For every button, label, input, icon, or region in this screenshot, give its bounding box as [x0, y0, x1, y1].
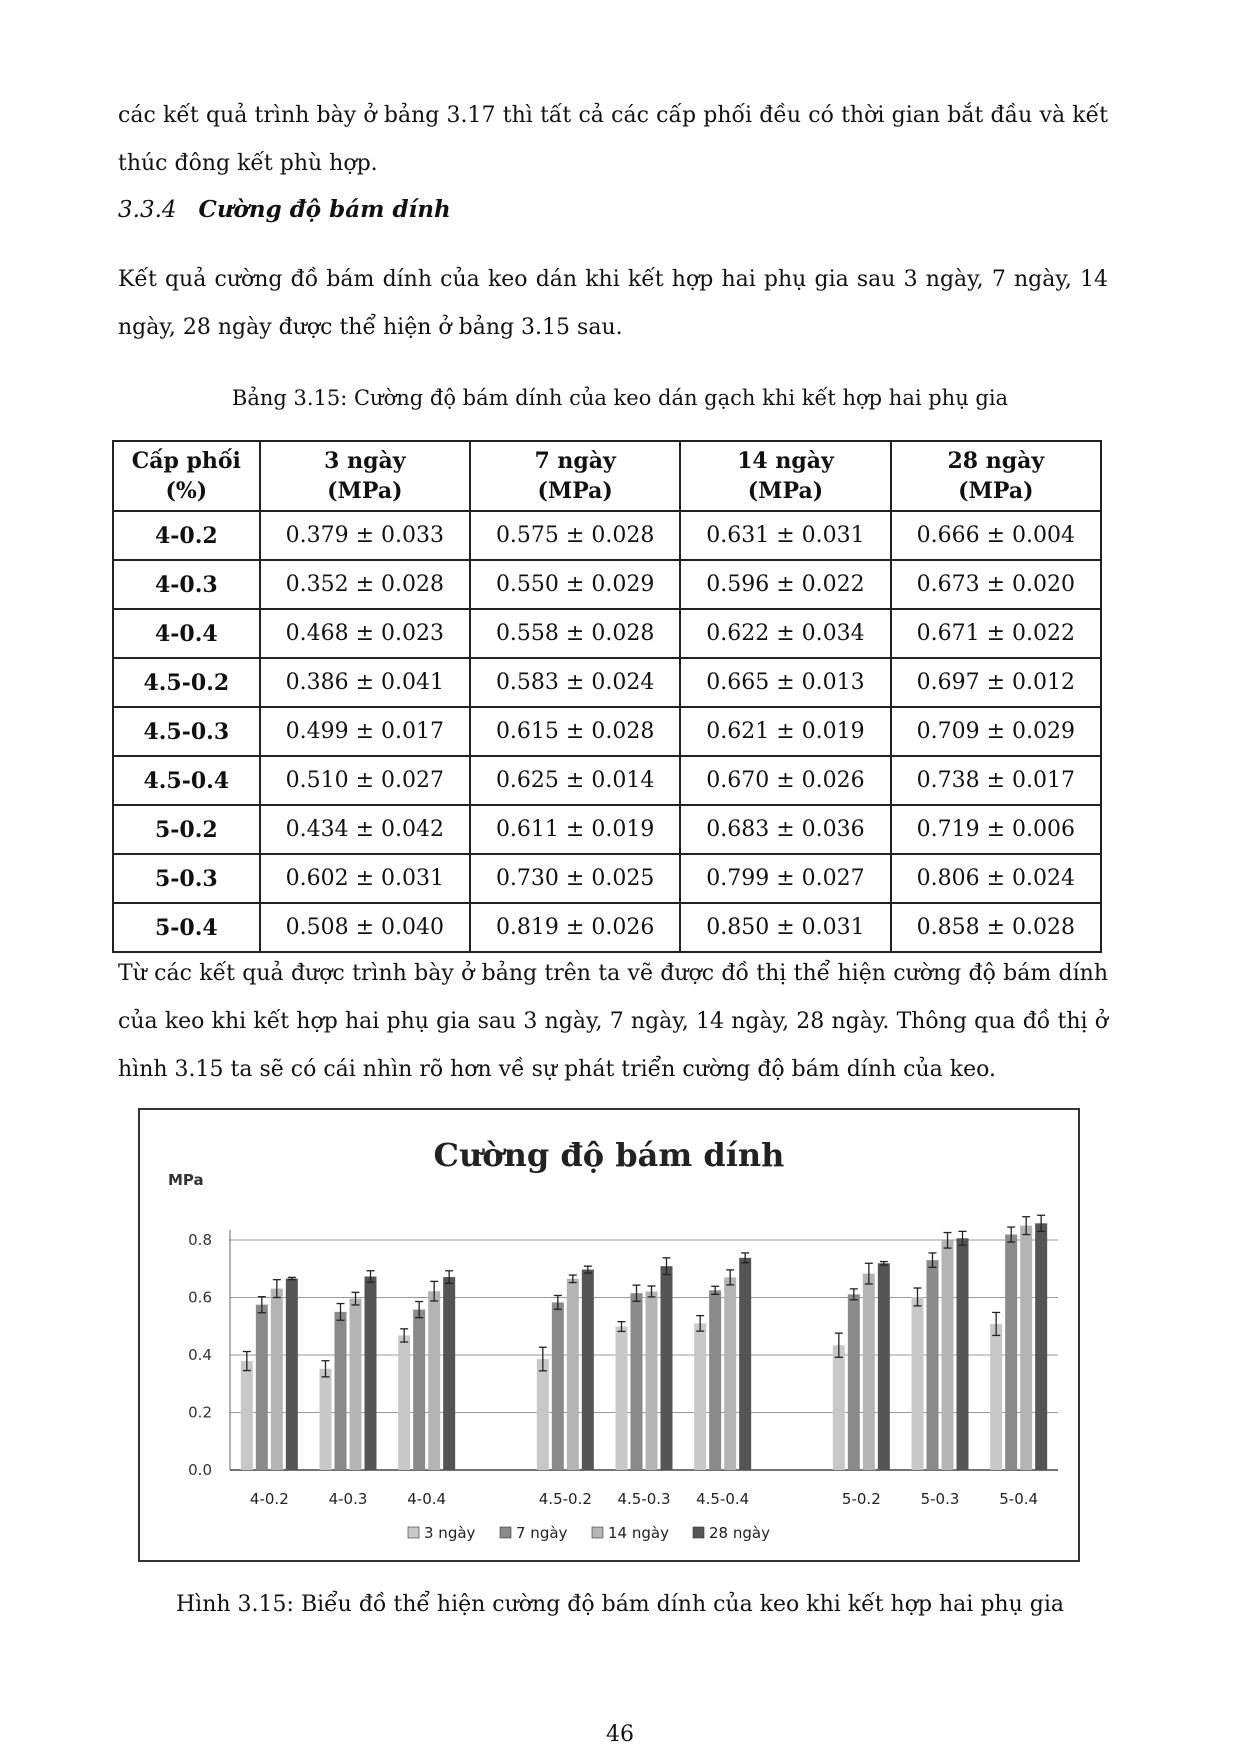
mix-label: 5-0.3 — [113, 854, 260, 903]
table-cell: 0.631 ± 0.031 — [680, 511, 890, 560]
table-cell: 0.621 ± 0.019 — [680, 707, 890, 756]
table-cell: 0.670 ± 0.026 — [680, 756, 890, 805]
bar — [848, 1294, 860, 1470]
x-tick-label: 4-0.4 — [407, 1490, 447, 1508]
chart-title: Cường độ bám dính — [433, 1136, 785, 1174]
mix-label: 4.5-0.2 — [113, 658, 260, 707]
bar — [990, 1324, 1002, 1470]
bar — [537, 1359, 549, 1470]
mix-label: 4.5-0.3 — [113, 707, 260, 756]
legend-swatch — [500, 1527, 511, 1538]
bar — [709, 1290, 721, 1470]
table-cell: 0.510 ± 0.027 — [260, 756, 470, 805]
y-tick-label: 0.8 — [188, 1231, 212, 1249]
legend-label: 3 ngày — [424, 1524, 476, 1542]
table-cell: 0.799 ± 0.027 — [680, 854, 890, 903]
results-table — [112, 440, 1102, 953]
results-intro-paragraph: Kết quả cường đồ bám dính của keo dán khi kết hợp hai phụ gia sau 3 ngày, 7 ngày, 14 ngày, 28 ngày được thể hiện ở bảng 3.15 sau. — [118, 267, 1108, 340]
bar — [957, 1238, 969, 1470]
x-tick-label: 4.5-0.4 — [696, 1490, 750, 1508]
section-title: Cường độ bám dính — [198, 196, 451, 223]
bar — [942, 1240, 954, 1470]
bar — [271, 1289, 283, 1470]
legend-label: 14 ngày — [608, 1524, 669, 1542]
table-cell: 0.352 ± 0.028 — [260, 560, 470, 609]
table-cell: 0.625 ± 0.014 — [470, 756, 680, 805]
bar — [241, 1361, 253, 1470]
bar — [413, 1310, 425, 1470]
table-cell: 0.615 ± 0.028 — [470, 707, 680, 756]
bar — [1035, 1223, 1047, 1470]
table-cell: 0.386 ± 0.041 — [260, 658, 470, 707]
table-cell: 0.806 ± 0.024 — [891, 854, 1101, 903]
mix-label: 5-0.2 — [113, 805, 260, 854]
bar — [739, 1258, 751, 1470]
mix-label: 4-0.4 — [113, 609, 260, 658]
table-cell: 0.850 ± 0.031 — [680, 903, 890, 952]
table-row — [113, 658, 1101, 707]
bar — [582, 1270, 594, 1470]
legend-swatch — [693, 1527, 704, 1538]
x-tick-label: 5-0.3 — [920, 1490, 960, 1508]
table-row — [113, 903, 1101, 952]
bar — [567, 1279, 579, 1470]
table-cell: 0.858 ± 0.028 — [891, 903, 1101, 952]
x-tick-label: 5-0.2 — [841, 1490, 881, 1508]
y-tick-label: 0.0 — [188, 1461, 212, 1479]
table-row — [113, 707, 1101, 756]
legend-label: 28 ngày — [709, 1524, 770, 1542]
bar — [350, 1299, 362, 1470]
table-cell: 0.575 ± 0.028 — [470, 511, 680, 560]
bar — [286, 1279, 298, 1470]
bar — [646, 1291, 658, 1470]
header-cell: Cấp phối (%) — [113, 441, 260, 511]
table-cell: 0.550 ± 0.029 — [470, 560, 680, 609]
table-row — [113, 560, 1101, 609]
table-row — [113, 609, 1101, 658]
y-tick-label: 0.4 — [188, 1346, 212, 1364]
y-tick-label: 0.2 — [188, 1403, 212, 1422]
bar — [398, 1335, 410, 1470]
bar — [878, 1263, 890, 1470]
x-tick-label: 4.5-0.2 — [538, 1490, 592, 1508]
table-cell: 0.611 ± 0.019 — [470, 805, 680, 854]
intro-paragraph: các kết quả trình bày ở bảng 3.17 thì tất cả các cấp phối đều có thời gian bắt đầu và kết thúc đông kết phù hợp. — [118, 103, 1108, 176]
section-heading — [118, 196, 451, 223]
table-cell: 0.697 ± 0.012 — [891, 658, 1101, 707]
bar — [694, 1323, 706, 1470]
table-cell: 0.379 ± 0.033 — [260, 511, 470, 560]
bar — [428, 1291, 440, 1470]
bar — [256, 1305, 268, 1470]
table-caption: Bảng 3.15: Cường độ bám dính của keo dán gạch khi kết hợp hai phụ gia — [231, 386, 1009, 410]
table-cell: 0.673 ± 0.020 — [891, 560, 1101, 609]
bond-strength-chart — [140, 1110, 1078, 1560]
table-cell: 0.583 ± 0.024 — [470, 658, 680, 707]
table-row — [113, 854, 1101, 903]
table-cell: 0.666 ± 0.004 — [891, 511, 1101, 560]
table-row — [113, 511, 1101, 560]
bar — [927, 1260, 939, 1470]
table-cell: 0.709 ± 0.029 — [891, 707, 1101, 756]
legend-label: 7 ngày — [516, 1524, 568, 1542]
table-cell: 0.730 ± 0.025 — [470, 854, 680, 903]
table-row — [113, 805, 1101, 854]
table-cell: 0.596 ± 0.022 — [680, 560, 890, 609]
table-cell: 0.671 ± 0.022 — [891, 609, 1101, 658]
bar — [365, 1277, 377, 1470]
table-cell: 0.602 ± 0.031 — [260, 854, 470, 903]
x-tick-label: 4-0.3 — [328, 1490, 368, 1508]
figure-caption: Hình 3.15: Biểu đồ thể hiện cường độ bám dính của keo khi kết hợp hai phụ gia — [176, 1592, 1064, 1617]
bar — [443, 1277, 455, 1470]
legend-swatch — [592, 1527, 603, 1538]
header-cell: 28 ngày (MPa) — [891, 441, 1101, 511]
bar — [912, 1297, 924, 1470]
x-tick-label: 4-0.2 — [249, 1490, 289, 1508]
table-cell: 0.558 ± 0.028 — [470, 609, 680, 658]
header-cell: 14 ngày (MPa) — [680, 441, 890, 511]
bar — [1020, 1226, 1032, 1470]
table-cell: 0.719 ± 0.006 — [891, 805, 1101, 854]
header-cell: 7 ngày (MPa) — [470, 441, 680, 511]
table-cell: 0.499 ± 0.017 — [260, 707, 470, 756]
table-cell: 0.434 ± 0.042 — [260, 805, 470, 854]
table-cell: 0.683 ± 0.036 — [680, 805, 890, 854]
bar — [616, 1327, 628, 1470]
x-tick-label: 5-0.4 — [999, 1490, 1039, 1508]
mix-label: 4.5-0.4 — [113, 756, 260, 805]
table-header-row — [113, 441, 1101, 511]
page-number: 46 — [606, 1722, 634, 1747]
table-cell: 0.508 ± 0.040 — [260, 903, 470, 952]
table-cell: 0.468 ± 0.023 — [260, 609, 470, 658]
bar — [724, 1277, 736, 1470]
bar — [1005, 1235, 1017, 1470]
table-cell: 0.819 ± 0.026 — [470, 903, 680, 952]
y-tick-label: 0.6 — [188, 1288, 212, 1307]
table-cell: 0.622 ± 0.034 — [680, 609, 890, 658]
after-table-paragraph: Từ các kết quả được trình bày ở bảng trên ta vẽ được đồ thị thể hiện cường độ bám dính của keo khi kết hợp hai phụ gia sau 3 ngày, 7 ngày, 14 ngày, 28 ngày. Thông qua đồ thị ở hình 3.15 ta sẽ có cái nhìn rõ hơn về sự phát triển cường độ bám dính của keo. — [118, 961, 1108, 1082]
chart-frame — [138, 1108, 1080, 1562]
table-row — [113, 756, 1101, 805]
bar — [863, 1274, 875, 1470]
y-axis-label: MPa — [168, 1171, 204, 1189]
bar — [631, 1293, 643, 1470]
x-tick-label: 4.5-0.3 — [617, 1490, 671, 1508]
mix-label: 4-0.2 — [113, 511, 260, 560]
section-number: 3.3.4 — [118, 197, 177, 223]
bar — [335, 1312, 347, 1470]
bar — [320, 1369, 332, 1470]
mix-label: 4-0.3 — [113, 560, 260, 609]
mix-label: 5-0.4 — [113, 903, 260, 952]
bar — [552, 1302, 564, 1470]
legend-swatch — [408, 1527, 419, 1538]
bar — [833, 1345, 845, 1470]
table-cell: 0.738 ± 0.017 — [891, 756, 1101, 805]
header-cell: 3 ngày (MPa) — [260, 441, 470, 511]
bar — [661, 1266, 673, 1470]
table-cell: 0.665 ± 0.013 — [680, 658, 890, 707]
